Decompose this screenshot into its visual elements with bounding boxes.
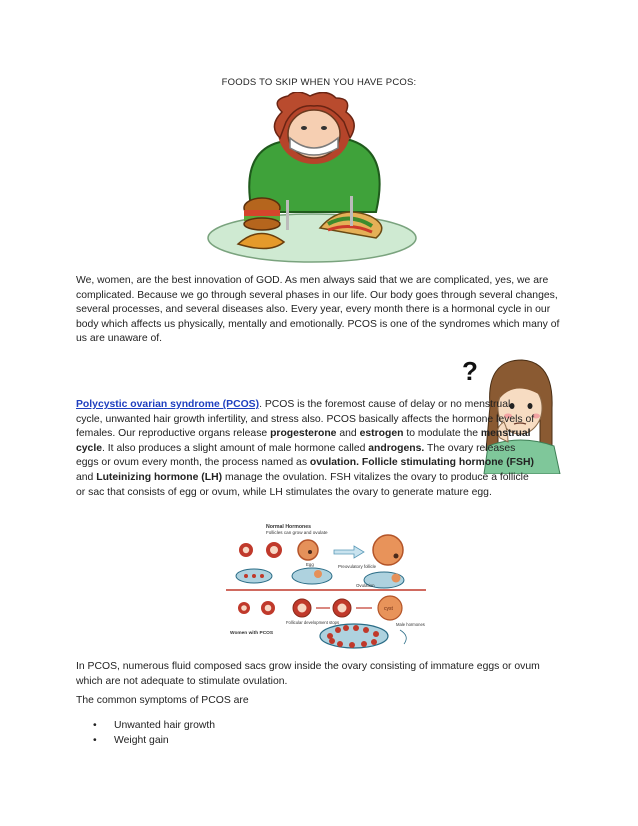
symptoms-intro: The common symptoms of PCOS are [76, 695, 249, 706]
pcos-text-4: . It also produces a slight amount of male hormone called [102, 442, 369, 454]
woman-eating-illustration [200, 92, 420, 264]
pcos-text-2: and [336, 428, 360, 440]
diagram-cyst-label: cyst [384, 606, 393, 612]
diagram-pcos-label: Women with PCOS [230, 631, 274, 636]
ovulation-term: ovulation. [309, 457, 359, 469]
diagram-ovulation-label: Ovulation [356, 583, 375, 588]
pcos-link[interactable]: Polycystic ovarian syndrome (PCOS) [76, 399, 260, 410]
pcos-text-7: and [76, 471, 97, 483]
fsh-term: Follicle stimulating hormone (FSH) [361, 457, 534, 469]
diagram-arrested-label: Follicular development stops [286, 620, 340, 625]
pcos-text-8: manage the ovulation. FSH vitalizes the ovary to produce a follicle or sac that consists of egg or ovum, while LH stimulates the ovary to generate mature egg. [76, 471, 529, 498]
menstrual-cycle-term: menstrual cycle [76, 428, 531, 454]
list-item: • Unwanted hair growth [76, 718, 215, 733]
androgens-term: androgens. [368, 442, 425, 454]
ovary-follicle-diagram [226, 520, 426, 656]
document-title: FOODS TO SKIP WHEN YOU HAVE PCOS: [221, 77, 417, 88]
diagram-preovulatory-label: Preovulatory follicle [338, 564, 377, 569]
progesterone-term: progesterone [270, 428, 337, 440]
diagram-egg-label: Egg [306, 562, 314, 567]
pcos-text-3: to modulate the [403, 428, 481, 440]
list-item: • Weight gain [76, 733, 215, 748]
diagram-male-hormones-label: Male hormones [396, 622, 425, 627]
pcos-text-1: . PCOS is the foremost cause of delay or no menstrual cycle, unwanted hair growth infertility, and stress also. PCOS basically affects the hormone levels of females. Our reproductive organs release [76, 399, 535, 440]
diagram-normal-sub-label: Follicles can grow and ovulate [266, 530, 328, 535]
ovary-paragraph: In PCOS, numerous fluid composed sacs grow inside the ovary consisting of immature eggs or ovum which are not adequate to stimulate ovulation. [76, 661, 540, 687]
symptoms-list [76, 718, 215, 748]
estrogen-term: estrogen [359, 428, 404, 440]
diagram-normal-label: Normal Hormones [266, 524, 311, 530]
intro-paragraph: We, women, are the best innovation of GOD. As men always said that we are complicated, yes, we are complicated. Because we go through several phases in our life. Our body goes through several changes, several processes, and several diseases also. Every year, every month there is a hormonal cycle in our body which affects us physically, mentally and emotionally. PCOS is one of the syndromes which many of us are unaware of. [76, 275, 560, 345]
lh-term: Luteinizing hormone (LH) [96, 471, 223, 483]
pcos-text-5: The ovary releases eggs or ovum every month, the process named as [76, 442, 516, 469]
pcos-paragraph [76, 398, 536, 500]
svg-text:?: ? [462, 356, 478, 386]
